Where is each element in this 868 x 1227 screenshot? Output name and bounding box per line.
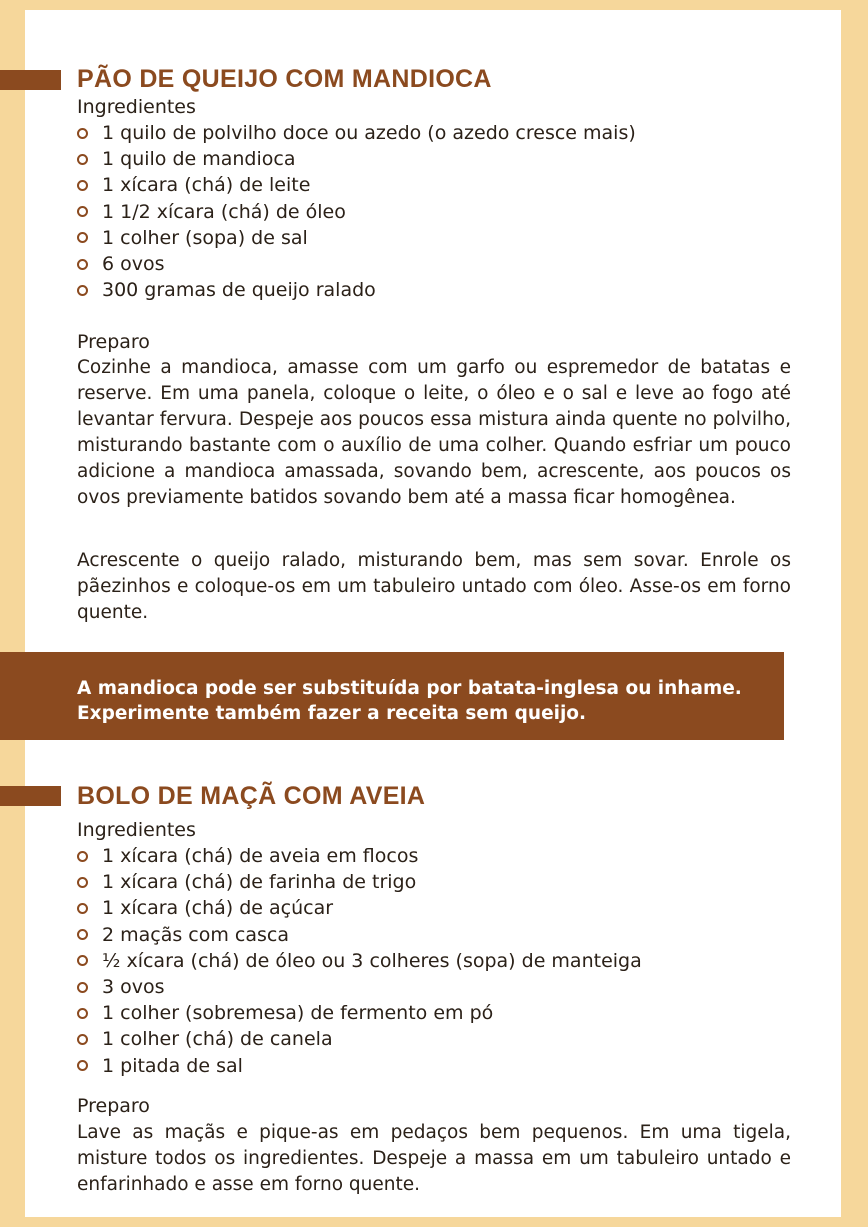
recipe-title: PÃO DE QUEIJO COM MANDIOCA	[77, 65, 492, 93]
list-item: ½ xícara (chá) de óleo ou 3 colheres (sopa) de manteiga	[77, 948, 642, 974]
bullet-icon	[77, 955, 88, 966]
title-accent-bar	[0, 786, 61, 806]
bullet-icon	[77, 1060, 88, 1071]
bullet-icon	[77, 1008, 88, 1019]
bullet-icon	[77, 128, 88, 139]
list-item: 1 colher (sobremesa) de fermento em pó	[77, 1000, 642, 1026]
list-item: 3 ovos	[77, 974, 642, 1000]
preparo-paragraph: Cozinhe a mandioca, amasse com um garfo ou espremedor de batatas e reserve. Em uma panela, coloque o leite, o óleo e o sal e leve ao fogo até levantar fervura. Despeje aos poucos essa mistura ainda quente no polvilho, misturando bastante com o auxílio de uma colher. Quando esfriar um pouco adicione a mandioca amassada, sovando bem, acrescente, aos poucos os ovos previamente batidos sovando bem até a massa ficar homogênea.	[77, 357, 791, 508]
title-accent-bar	[0, 70, 61, 90]
bullet-icon	[77, 232, 88, 243]
bullet-icon	[77, 285, 88, 296]
tip-line: Experimente também fazer a receita sem queijo.	[77, 703, 587, 724]
bullet-icon	[77, 929, 88, 940]
list-item: 1 quilo de mandioca	[77, 146, 636, 172]
preparo-paragraph: Acrescente o queijo ralado, misturando bem, mas sem sovar. Enrole os pãezinhos e coloque-os em um tabuleiro untado com óleo. Asse-os em forno quente.	[77, 550, 791, 623]
list-item: 1 pitada de sal	[77, 1053, 642, 1079]
list-item: 1 xícara (chá) de farinha de trigo	[77, 869, 642, 895]
bullet-icon	[77, 206, 88, 217]
bullet-icon	[77, 259, 88, 270]
preparo-heading: Preparo	[77, 1095, 150, 1117]
tip-line: A mandioca pode ser substituída por batata-inglesa ou inhame.	[77, 678, 742, 699]
list-item: 1 colher (chá) de canela	[77, 1026, 642, 1052]
list-item: 1 xícara (chá) de açúcar	[77, 895, 642, 921]
preparo-paragraph: Lave as maçãs e pique-as em pedaços bem pequenos. Em uma tigela, misture todos os ingredientes. Despeje a massa em um tabuleiro untado e enfarinhado e asse em forno quente.	[77, 1122, 791, 1195]
recipe-title: BOLO DE MAÇÃ COM AVEIA	[77, 782, 426, 810]
tip-box	[0, 652, 784, 740]
bullet-icon	[77, 982, 88, 993]
ingredients-list	[77, 120, 636, 303]
list-item: 1 colher (sopa) de sal	[77, 225, 636, 251]
bullet-icon	[77, 180, 88, 191]
ingredients-list	[77, 843, 642, 1079]
list-item: 1 xícara (chá) de aveia em flocos	[77, 843, 642, 869]
ingredients-heading: Ingredientes	[77, 819, 196, 841]
bullet-icon	[77, 154, 88, 165]
list-item: 1 1/2 xícara (chá) de óleo	[77, 199, 636, 225]
list-item: 1 quilo de polvilho doce ou azedo (o azedo cresce mais)	[77, 120, 636, 146]
list-item: 6 ovos	[77, 251, 636, 277]
preparo-heading: Preparo	[77, 331, 150, 353]
bullet-icon	[77, 851, 88, 862]
list-item: 300 gramas de queijo ralado	[77, 277, 636, 303]
bullet-icon	[77, 1034, 88, 1045]
bullet-icon	[77, 877, 88, 888]
list-item: 1 xícara (chá) de leite	[77, 172, 636, 198]
ingredients-heading: Ingredientes	[77, 96, 196, 118]
bullet-icon	[77, 903, 88, 914]
list-item: 2 maçãs com casca	[77, 922, 642, 948]
